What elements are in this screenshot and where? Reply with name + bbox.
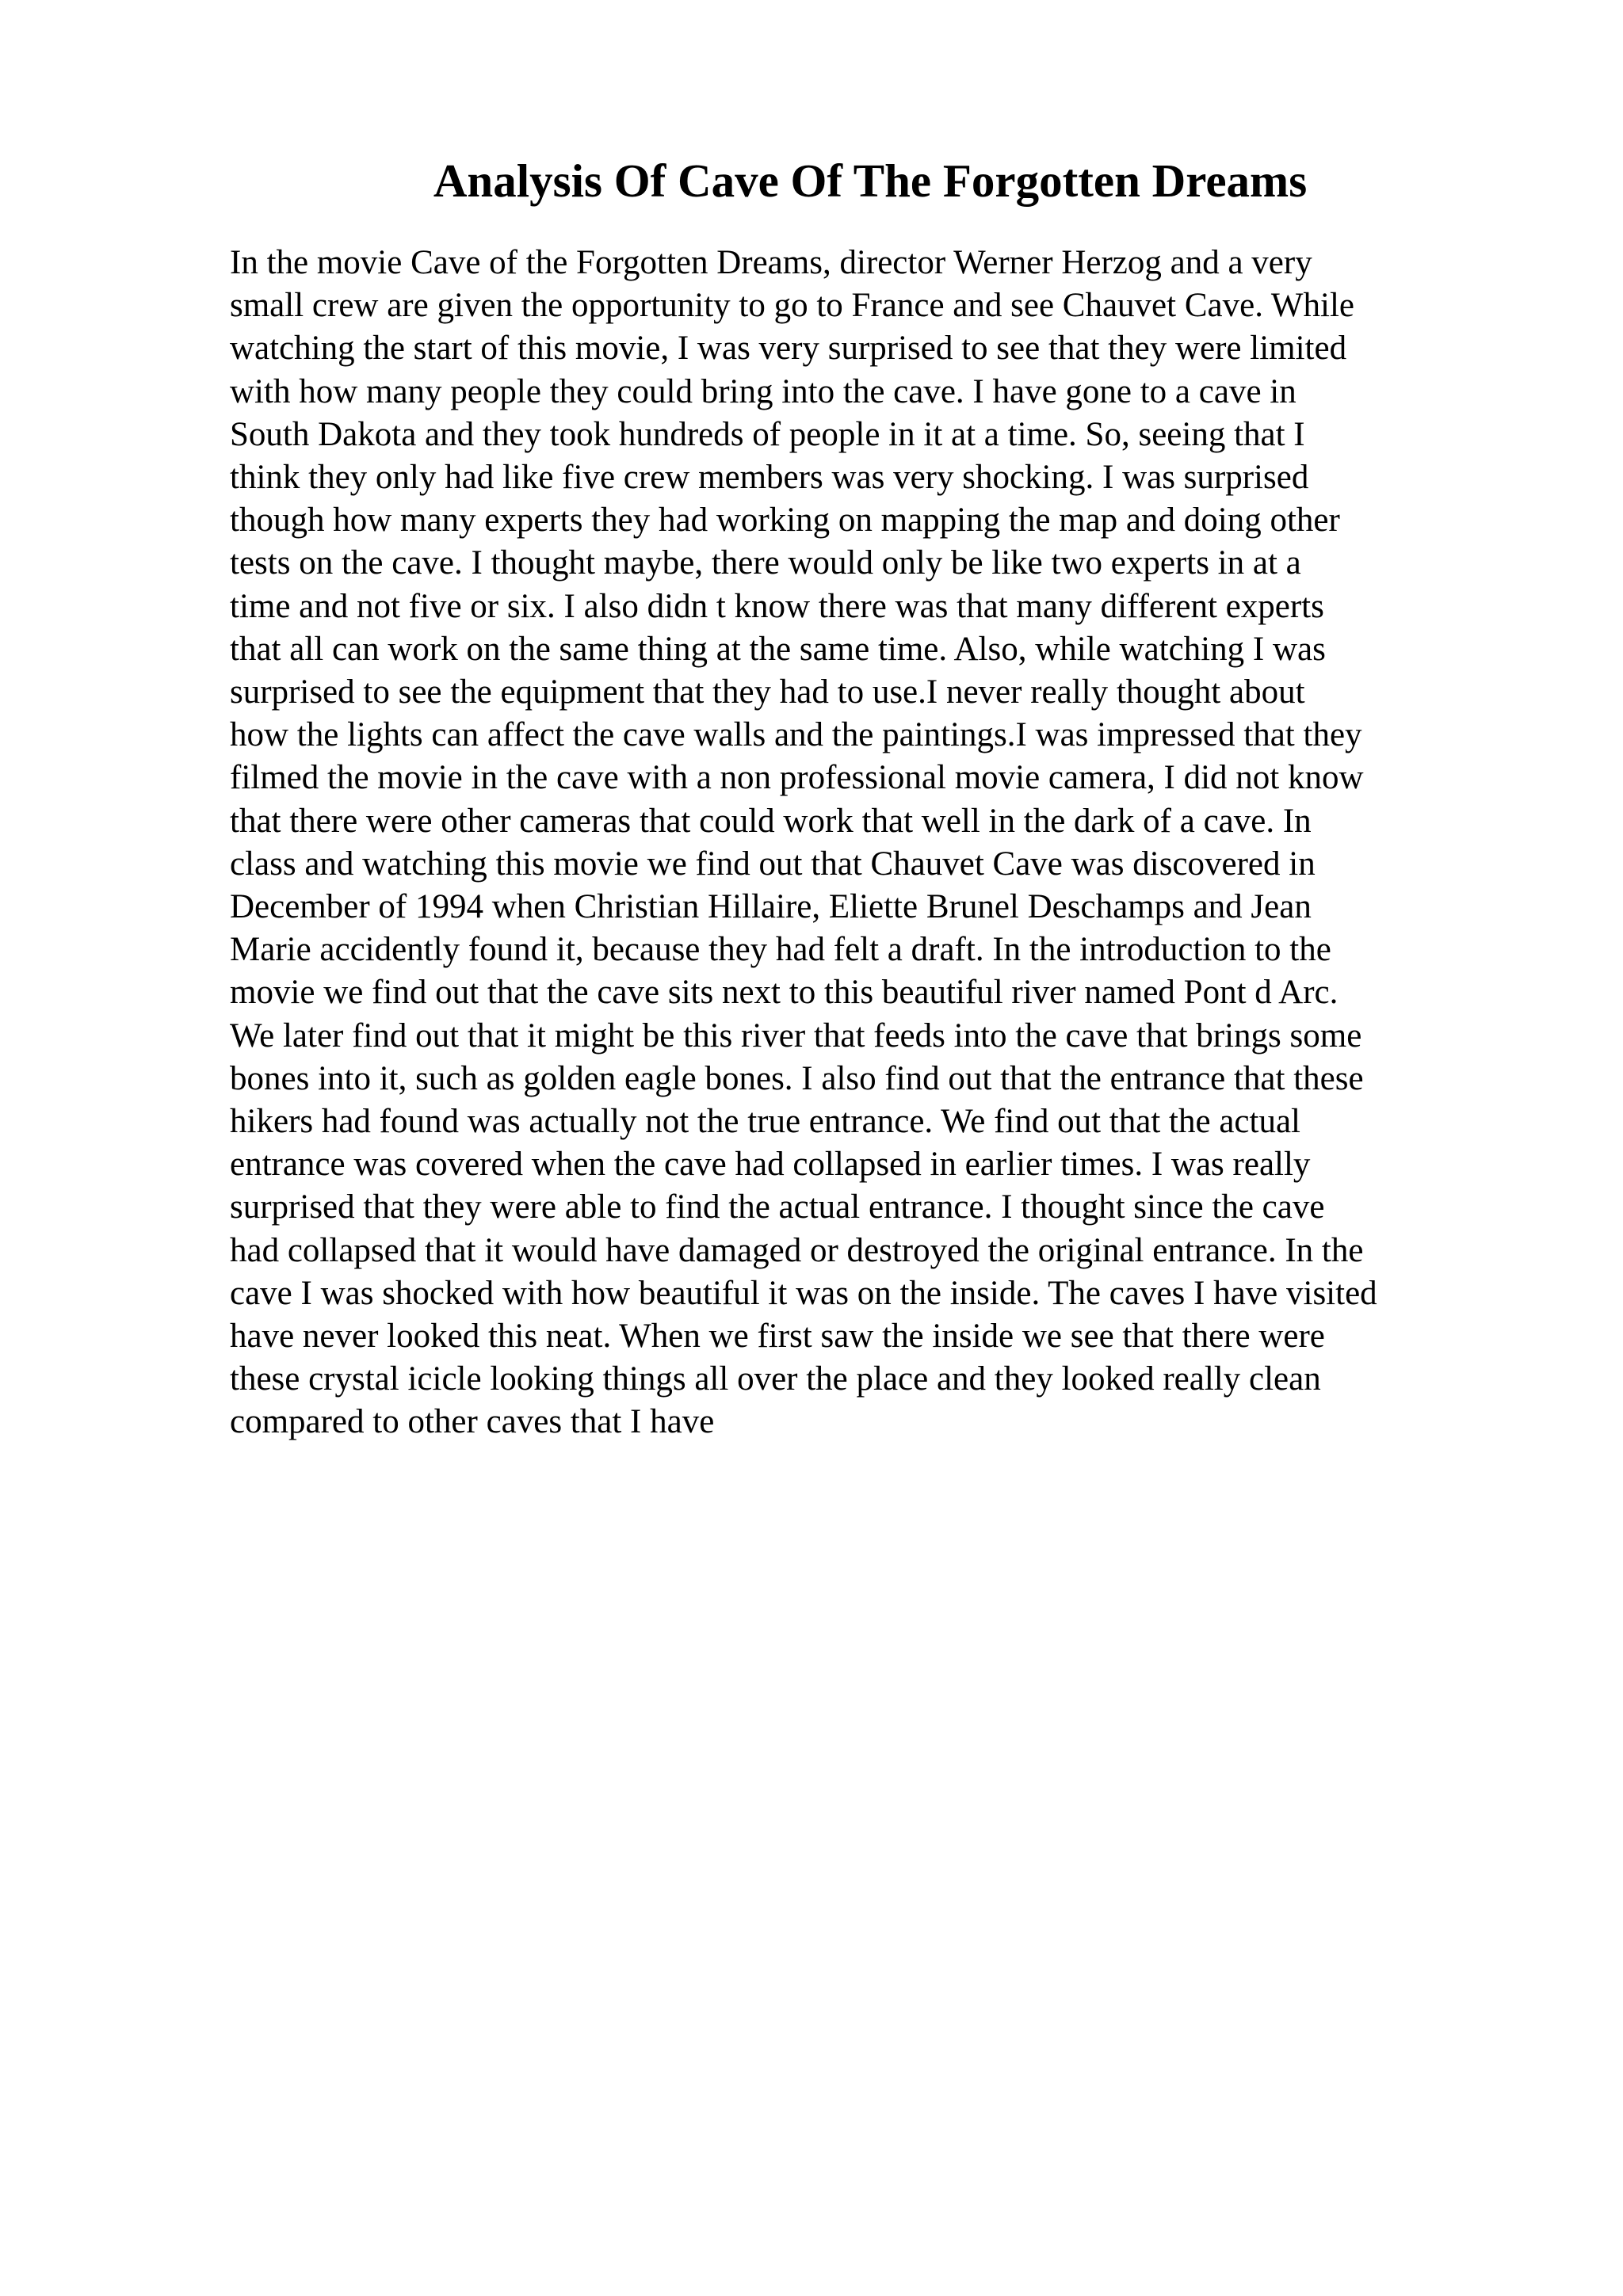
body-line: time and not five or six. I also didn t know there was that many different experts [230, 587, 1324, 625]
body-line: class and watching this movie we find out that Chauvet Cave was discovered in [230, 845, 1316, 883]
body-line: South Dakota and they took hundreds of people in it at a time. So, seeing that I [230, 415, 1305, 453]
body-line: filmed the movie in the cave with a non professional movie camera, I did not know [230, 759, 1364, 797]
body-line: December of 1994 when Christian Hillaire, Eliette Brunel Deschamps and Jean [230, 888, 1312, 926]
body-line: entrance was covered when the cave had collapsed in earlier times. I was really [230, 1146, 1311, 1184]
body-line: though how many experts they had working on mapping the map and doing other [230, 502, 1340, 540]
body-line: how the lights can affect the cave walls and the paintings.I was impressed that they [230, 716, 1362, 754]
body-line: movie we find out that the cave sits next to this beautiful river named Pont d Arc. [230, 974, 1338, 1012]
body-line: watching the start of this movie, I was very surprised to see that they were limited [230, 330, 1347, 368]
body-line: these crystal icicle looking things all over the place and they looked really clean [230, 1360, 1321, 1398]
body-line: small crew are given the opportunity to go to France and see Chauvet Cave. While [230, 287, 1354, 325]
body-line: We later find out that it might be this river that feeds into the cave that brings some [230, 1016, 1362, 1055]
body-line: compared to other caves that I have [230, 1403, 715, 1441]
body-line: think they only had like five crew members was very shocking. I was surprised [230, 459, 1309, 497]
body-line: In the movie Cave of the Forgotten Dreams, director Werner Herzog and a very [230, 244, 1312, 281]
body-line: Marie accidently found it, because they had felt a draft. In the introduction to the [230, 931, 1331, 969]
document-title: Analysis Of Cave Of The Forgotten Dreams [433, 154, 1308, 207]
body-line: had collapsed that it would have damaged or destroyed the original entrance. In the [230, 1231, 1364, 1269]
document-body [230, 242, 1482, 1444]
body-line: cave I was shocked with how beautiful it was on the inside. The caves I have visited [230, 1274, 1377, 1312]
body-line: surprised that they were able to find the actual entrance. I thought since the cave [230, 1188, 1325, 1226]
body-line: with how many people they could bring into the cave. I have gone to a cave in [230, 372, 1296, 410]
body-line: surprised to see the equipment that they had to use.I never really thought about [230, 673, 1305, 711]
body-line: that there were other cameras that could work that well in the dark of a cave. In [230, 802, 1312, 840]
body-line: that all can work on the same thing at the same time. Also, while watching I was [230, 630, 1326, 668]
body-line: hikers had found was actually not the true entrance. We find out that the actual [230, 1103, 1300, 1141]
body-line: tests on the cave. I thought maybe, there would only be like two experts in at a [230, 544, 1301, 582]
body-line: bones into it, such as golden eagle bones. I also find out that the entrance that these [230, 1059, 1364, 1097]
body-line: have never looked this neat. When we first saw the inside we see that there were [230, 1318, 1325, 1356]
